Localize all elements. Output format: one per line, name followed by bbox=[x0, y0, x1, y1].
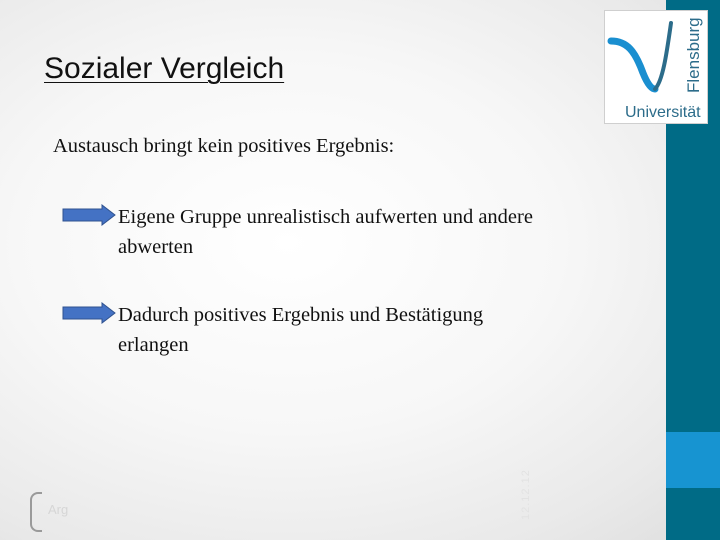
arrow-right-icon bbox=[60, 204, 118, 226]
bullet-line: erlangen bbox=[118, 334, 189, 356]
bullet-line: Eigene Gruppe unrealistisch aufwerten und andere bbox=[118, 206, 533, 228]
logo-vertical-wordmark: Flensburg bbox=[684, 17, 703, 93]
footer-text: Arg bbox=[48, 502, 69, 517]
bullet-line: Dadurch positives Ergebnis und Bestätigung bbox=[118, 304, 484, 326]
logo-mark-icon bbox=[605, 11, 707, 123]
bullet-item bbox=[60, 202, 580, 262]
bullet-text bbox=[118, 300, 483, 360]
intro-text: Austausch bringt kein positives Ergebnis: bbox=[53, 135, 395, 157]
logo-bottom-wordmark: Universität bbox=[625, 104, 701, 121]
bullet-item bbox=[60, 300, 580, 360]
bullet-text bbox=[118, 202, 533, 262]
slide-title: Sozialer Vergleich bbox=[44, 52, 285, 85]
footer-bracket bbox=[30, 492, 42, 532]
right-band-accent bbox=[666, 432, 720, 488]
bullet-line: abwerten bbox=[118, 236, 194, 258]
university-logo bbox=[604, 10, 708, 124]
footer-date: 12.12.12 bbox=[520, 469, 532, 520]
arrow-right-icon bbox=[60, 302, 118, 324]
